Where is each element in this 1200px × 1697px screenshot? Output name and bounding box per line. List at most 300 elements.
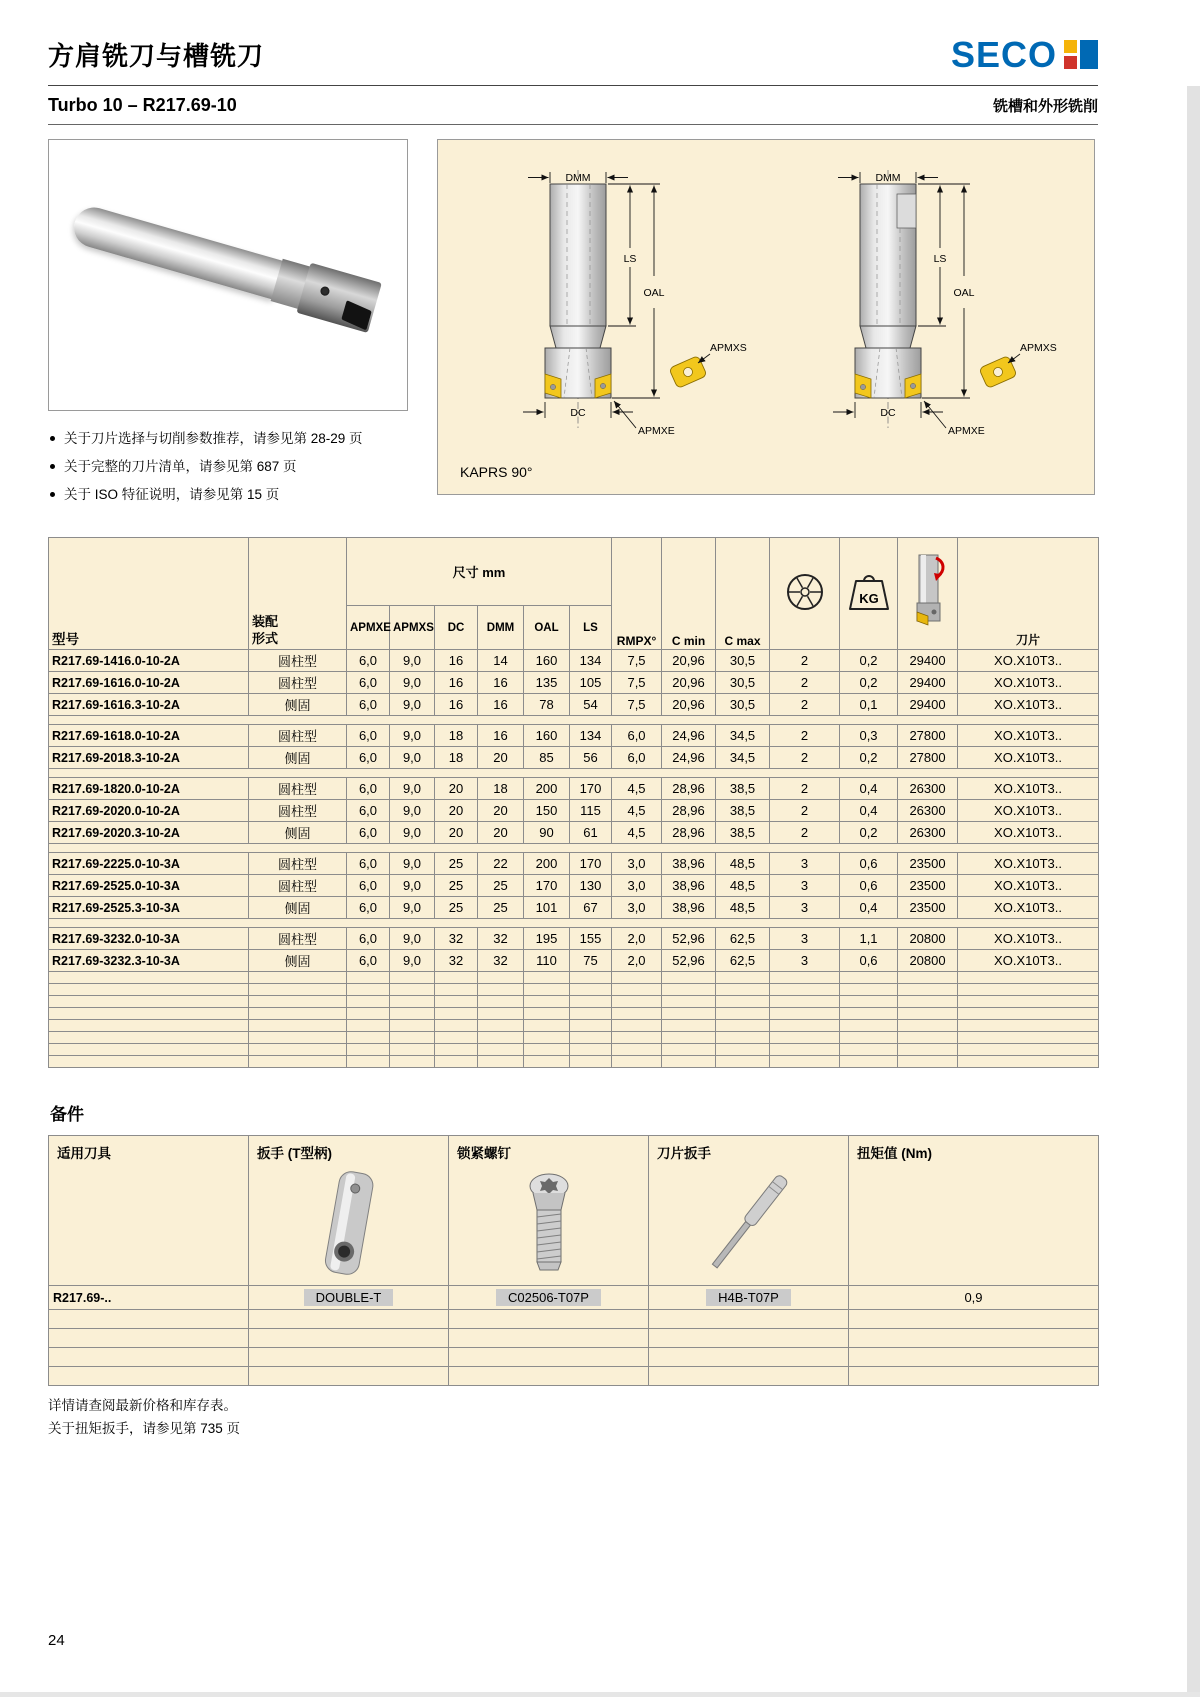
scan-edge-bottom — [0, 1692, 1200, 1697]
empty-cell — [524, 1008, 570, 1020]
value-cell: 75 — [570, 950, 612, 972]
value-cell: 34,5 — [716, 747, 770, 769]
empty-cell — [649, 1367, 849, 1386]
value-cell: 90 — [524, 822, 570, 844]
col-header-insert: 刀片 — [958, 538, 1099, 650]
value-cell: 110 — [524, 950, 570, 972]
value-cell: 2 — [770, 778, 840, 800]
empty-cell — [770, 1044, 840, 1056]
empty-cell — [840, 1032, 898, 1044]
note-text: 关于完整的刀片清单，请参见第 687 页 — [64, 459, 297, 474]
empty-cell — [612, 1056, 662, 1068]
value-cell: 170 — [570, 853, 612, 875]
value-cell: 32 — [478, 950, 524, 972]
value-cell: 0,6 — [840, 853, 898, 875]
cutter-photo-icon — [908, 552, 948, 632]
table-row — [49, 650, 1099, 672]
value-cell: 18 — [435, 725, 478, 747]
empty-cell — [524, 1032, 570, 1044]
empty-cell — [612, 972, 662, 984]
spares-col-wrench-label: 扳手 (T型柄) — [257, 1146, 332, 1161]
group-gap-row — [49, 844, 1099, 853]
empty-cell — [770, 984, 840, 996]
value-cell: 135 — [524, 672, 570, 694]
empty-cell — [898, 1056, 958, 1068]
empty-cell — [898, 1044, 958, 1056]
empty-row — [49, 1310, 1099, 1329]
value-cell: 27800 — [898, 747, 958, 769]
mount-cell: 圆柱型 — [249, 650, 347, 672]
empty-cell — [570, 996, 612, 1008]
empty-cell — [716, 1020, 770, 1032]
empty-cell — [958, 1032, 1099, 1044]
mount-cell: 侧固 — [249, 950, 347, 972]
value-cell: 29400 — [898, 694, 958, 716]
value-cell: 32 — [435, 950, 478, 972]
logo-square-red — [1064, 56, 1077, 69]
spares-col-key-label: 刀片扳手 — [657, 1146, 711, 1161]
empty-cell — [347, 1056, 390, 1068]
value-cell: 28,96 — [662, 800, 716, 822]
weldon-flat — [897, 194, 916, 228]
table-row — [49, 778, 1099, 800]
note-item — [50, 483, 408, 503]
group-gap-row — [49, 919, 1099, 928]
value-cell: 195 — [524, 928, 570, 950]
empty-cell — [449, 1367, 649, 1386]
empty-cell — [662, 984, 716, 996]
value-cell: 0,6 — [840, 875, 898, 897]
value-cell: 3,0 — [612, 897, 662, 919]
value-cell: 6,0 — [347, 822, 390, 844]
value-cell: 2 — [770, 822, 840, 844]
mount-header-line1: 装配 — [252, 613, 279, 629]
empty-cell — [898, 996, 958, 1008]
value-cell: 9,0 — [390, 822, 435, 844]
model-cell: R217.69-1616.0-10-2A — [49, 672, 249, 694]
table-row — [49, 897, 1099, 919]
mount-cell: 圆柱型 — [249, 778, 347, 800]
value-cell: 56 — [570, 747, 612, 769]
empty-cell — [524, 1020, 570, 1032]
mount-cell: 侧固 — [249, 822, 347, 844]
value-cell: 20 — [435, 822, 478, 844]
value-cell: 23500 — [898, 897, 958, 919]
empty-cell — [435, 996, 478, 1008]
group-gap-row — [49, 716, 1099, 725]
subheader — [48, 95, 1098, 125]
empty-cell — [49, 1020, 249, 1032]
gap-cell — [49, 769, 1099, 778]
col-header-apmxe: APMXE — [347, 606, 390, 650]
value-cell: 6,0 — [347, 747, 390, 769]
value-cell: 38,5 — [716, 800, 770, 822]
gap-cell — [49, 844, 1099, 853]
spares-col-tools-label: 适用刀具 — [57, 1146, 111, 1161]
value-cell: XO.X10T3.. — [958, 650, 1099, 672]
model-cell: R217.69-2525.0-10-3A — [49, 875, 249, 897]
apmxe-label: APMXE — [638, 425, 675, 437]
gap-cell — [49, 919, 1099, 928]
empty-cell — [524, 1056, 570, 1068]
model-cell: R217.69-3232.3-10-3A — [49, 950, 249, 972]
page-header — [48, 36, 1098, 86]
empty-cell — [249, 984, 347, 996]
empty-cell — [347, 984, 390, 996]
value-cell: 1,1 — [840, 928, 898, 950]
empty-cell — [898, 1032, 958, 1044]
empty-cell — [478, 984, 524, 996]
value-cell: 30,5 — [716, 672, 770, 694]
value-cell: XO.X10T3.. — [958, 672, 1099, 694]
empty-cell — [390, 1008, 435, 1020]
col-header-teeth — [770, 538, 840, 650]
empty-cell — [435, 1056, 478, 1068]
main-table-body — [49, 650, 1099, 1068]
empty-cell — [435, 1020, 478, 1032]
empty-cell — [612, 1032, 662, 1044]
ls-label: LS — [933, 253, 947, 265]
table-row — [49, 725, 1099, 747]
value-cell: 30,5 — [716, 650, 770, 672]
value-cell: 0,2 — [840, 747, 898, 769]
table-row — [49, 672, 1099, 694]
value-cell: 6,0 — [347, 853, 390, 875]
value-cell: 9,0 — [390, 778, 435, 800]
value-cell: 24,96 — [662, 747, 716, 769]
tool-image — [66, 194, 388, 339]
tool-diagram-cylindrical — [490, 170, 760, 470]
col-header-dmm: DMM — [478, 606, 524, 650]
spares-col-torque-label: 扭矩值 (Nm) — [857, 1146, 932, 1161]
empty-cell — [958, 984, 1099, 996]
value-cell: 6,0 — [347, 650, 390, 672]
empty-row — [49, 996, 1099, 1008]
empty-cell — [249, 1056, 347, 1068]
empty-cell — [770, 1008, 840, 1020]
empty-cell — [716, 1056, 770, 1068]
empty-cell — [662, 972, 716, 984]
value-cell: XO.X10T3.. — [958, 853, 1099, 875]
mount-header-line2: 形式 — [252, 631, 279, 647]
value-cell: 3,0 — [612, 875, 662, 897]
wrench-value: DOUBLE-T — [304, 1289, 394, 1306]
value-cell: 52,96 — [662, 950, 716, 972]
value-cell: 2 — [770, 672, 840, 694]
empty-cell — [478, 1020, 524, 1032]
empty-cell — [49, 1056, 249, 1068]
table-row — [49, 747, 1099, 769]
value-cell: 27800 — [898, 725, 958, 747]
value-cell: XO.X10T3.. — [958, 694, 1099, 716]
value-cell: 3 — [770, 897, 840, 919]
bullet-icon — [50, 436, 55, 441]
value-cell: 20 — [435, 800, 478, 822]
empty-cell — [716, 1032, 770, 1044]
value-cell: 6,0 — [347, 928, 390, 950]
empty-cell — [898, 984, 958, 996]
value-cell: 85 — [524, 747, 570, 769]
value-cell: 150 — [524, 800, 570, 822]
value-cell: XO.X10T3.. — [958, 747, 1099, 769]
dmm-label: DMM — [565, 172, 591, 184]
footer-note: 详情请查阅最新价格和库存表。 — [48, 1398, 237, 1413]
empty-cell — [840, 1056, 898, 1068]
kaprs-angle-label: KAPRS 90° — [460, 464, 533, 480]
value-cell: 7,5 — [612, 650, 662, 672]
empty-cell — [716, 1044, 770, 1056]
value-cell: 25 — [435, 897, 478, 919]
value-cell: 9,0 — [390, 950, 435, 972]
value-cell: 20800 — [898, 950, 958, 972]
empty-row — [49, 1348, 1099, 1367]
empty-row — [49, 984, 1099, 996]
value-cell: 28,96 — [662, 822, 716, 844]
empty-cell — [570, 984, 612, 996]
empty-cell — [435, 1044, 478, 1056]
page-title: 方肩铣刀与槽铣刀 — [48, 42, 265, 71]
table-row — [49, 875, 1099, 897]
empty-cell — [449, 1348, 649, 1367]
empty-cell — [770, 972, 840, 984]
value-cell: 170 — [570, 778, 612, 800]
value-cell: 16 — [435, 650, 478, 672]
empty-cell — [49, 1348, 249, 1367]
table-row — [49, 800, 1099, 822]
value-cell: 28,96 — [662, 778, 716, 800]
apmxs-label: APMXS — [710, 342, 747, 354]
empty-cell — [840, 996, 898, 1008]
col-header-rmpx: RMPX° — [612, 538, 662, 650]
value-cell: 29400 — [898, 650, 958, 672]
value-cell: 38,5 — [716, 822, 770, 844]
value-cell: 2 — [770, 747, 840, 769]
value-cell: 20 — [478, 800, 524, 822]
empty-cell — [49, 1367, 249, 1386]
empty-cell — [958, 1008, 1099, 1020]
col-header-mount — [249, 538, 347, 650]
value-cell: 20 — [435, 778, 478, 800]
empty-cell — [649, 1348, 849, 1367]
value-cell: 38,96 — [662, 853, 716, 875]
value-cell: 4,5 — [612, 800, 662, 822]
model-cell: R217.69-2018.3-10-2A — [49, 747, 249, 769]
value-cell: XO.X10T3.. — [958, 875, 1099, 897]
empty-cell — [249, 1310, 449, 1329]
empty-cell — [249, 1329, 449, 1348]
value-cell: 0,1 — [840, 694, 898, 716]
empty-cell — [840, 1008, 898, 1020]
empty-cell — [249, 1032, 347, 1044]
mount-cell: 圆柱型 — [249, 800, 347, 822]
value-cell: 29400 — [898, 672, 958, 694]
value-cell: XO.X10T3.. — [958, 822, 1099, 844]
model-cell: R217.69-1616.3-10-2A — [49, 694, 249, 716]
oal-label: OAL — [953, 287, 975, 299]
value-cell: 9,0 — [390, 800, 435, 822]
bullet-icon — [50, 464, 55, 469]
value-cell: 9,0 — [390, 725, 435, 747]
value-cell: 9,0 — [390, 897, 435, 919]
empty-cell — [478, 1008, 524, 1020]
spares-col-wrench — [249, 1136, 449, 1286]
empty-cell — [390, 996, 435, 1008]
scan-edge-right — [1187, 86, 1200, 1697]
value-cell: 115 — [570, 800, 612, 822]
mount-cell: 圆柱型 — [249, 875, 347, 897]
empty-cell — [524, 972, 570, 984]
empty-cell — [612, 996, 662, 1008]
value-cell: 18 — [478, 778, 524, 800]
empty-cell — [849, 1310, 1099, 1329]
seco-logo — [950, 34, 1098, 75]
empty-cell — [249, 996, 347, 1008]
empty-row — [49, 1044, 1099, 1056]
spares-col-screw — [449, 1136, 649, 1286]
empty-cell — [958, 996, 1099, 1008]
spares-header-row — [49, 1136, 1099, 1286]
value-cell: 61 — [570, 822, 612, 844]
value-cell: 20800 — [898, 928, 958, 950]
empty-row — [49, 1032, 1099, 1044]
value-cell: 62,5 — [716, 928, 770, 950]
model-cell: R217.69-2525.3-10-3A — [49, 897, 249, 919]
kg-weight-icon — [846, 572, 892, 612]
empty-cell — [347, 1032, 390, 1044]
empty-cell — [478, 1032, 524, 1044]
empty-cell — [662, 1044, 716, 1056]
col-header-oal: OAL — [524, 606, 570, 650]
empty-cell — [347, 996, 390, 1008]
value-cell: XO.X10T3.. — [958, 950, 1099, 972]
empty-cell — [390, 984, 435, 996]
empty-cell — [49, 972, 249, 984]
value-cell: 2,0 — [612, 928, 662, 950]
empty-cell — [612, 1044, 662, 1056]
group-gap-row — [49, 769, 1099, 778]
empty-cell — [770, 1020, 840, 1032]
empty-cell — [49, 1032, 249, 1044]
value-cell: 32 — [435, 928, 478, 950]
empty-cell — [716, 972, 770, 984]
value-cell: 18 — [435, 747, 478, 769]
empty-cell — [524, 996, 570, 1008]
value-cell: 30,5 — [716, 694, 770, 716]
value-cell: 22 — [478, 853, 524, 875]
value-cell: 9,0 — [390, 928, 435, 950]
empty-cell — [390, 1020, 435, 1032]
empty-cell — [849, 1348, 1099, 1367]
reference-notes — [50, 427, 408, 503]
empty-cell — [958, 972, 1099, 984]
empty-cell — [249, 1008, 347, 1020]
teeth-count-icon — [782, 569, 828, 615]
table-row — [49, 822, 1099, 844]
empty-cell — [649, 1310, 849, 1329]
col-header-cmax: C max — [716, 538, 770, 650]
dmm-label: DMM — [875, 172, 901, 184]
mount-cell: 侧固 — [249, 747, 347, 769]
empty-cell — [524, 984, 570, 996]
value-cell: 48,5 — [716, 875, 770, 897]
empty-cell — [716, 984, 770, 996]
value-cell: 20 — [478, 747, 524, 769]
value-cell: 0,4 — [840, 778, 898, 800]
spares-col-key — [649, 1136, 849, 1286]
value-cell: 2 — [770, 694, 840, 716]
value-cell: 6,0 — [347, 778, 390, 800]
value-cell: 25 — [478, 897, 524, 919]
tool-diagram-weldon — [800, 170, 1070, 470]
empty-cell — [435, 1032, 478, 1044]
value-cell: XO.X10T3.. — [958, 778, 1099, 800]
spares-table-body — [49, 1310, 1099, 1386]
spares-section-title: 备件 — [50, 1105, 84, 1124]
value-cell: XO.X10T3.. — [958, 800, 1099, 822]
note-item — [50, 427, 408, 447]
empty-cell — [249, 1020, 347, 1032]
value-cell: 160 — [524, 650, 570, 672]
empty-cell — [716, 996, 770, 1008]
value-cell: 20,96 — [662, 672, 716, 694]
model-cell: R217.69-2020.0-10-2A — [49, 800, 249, 822]
insert-key-image — [684, 1166, 814, 1280]
oal-label: OAL — [643, 287, 665, 299]
empty-cell — [662, 996, 716, 1008]
value-cell: 20,96 — [662, 650, 716, 672]
empty-cell — [347, 972, 390, 984]
value-cell: 54 — [570, 694, 612, 716]
spares-model-cell: R217.69-.. — [49, 1286, 249, 1310]
empty-cell — [840, 984, 898, 996]
spares-torque-cell: 0,9 — [849, 1286, 1099, 1310]
value-cell: 200 — [524, 853, 570, 875]
value-cell: 20 — [478, 822, 524, 844]
value-cell: 16 — [478, 672, 524, 694]
note-text: 关于 ISO 特征说明，请参见第 15 页 — [64, 487, 280, 502]
product-photo — [48, 139, 408, 411]
empty-cell — [958, 1044, 1099, 1056]
value-cell: 6,0 — [347, 950, 390, 972]
col-header-article — [898, 538, 958, 650]
value-cell: 2 — [770, 650, 840, 672]
t-wrench-image — [294, 1166, 404, 1282]
value-cell: 16 — [435, 672, 478, 694]
spares-col-tools — [49, 1136, 249, 1286]
empty-cell — [435, 972, 478, 984]
value-cell: 6,0 — [347, 897, 390, 919]
value-cell: 134 — [570, 725, 612, 747]
footer-notes — [48, 1395, 1098, 1441]
seco-logo-mark-icon — [1064, 40, 1098, 71]
empty-cell — [390, 1044, 435, 1056]
model-cell: R217.69-2225.0-10-3A — [49, 853, 249, 875]
model-cell: R217.69-1820.0-10-2A — [49, 778, 249, 800]
empty-cell — [770, 996, 840, 1008]
model-cell: R217.69-2020.3-10-2A — [49, 822, 249, 844]
spares-screw-cell — [449, 1286, 649, 1310]
value-cell: 160 — [524, 725, 570, 747]
value-cell: 6,0 — [347, 672, 390, 694]
value-cell: 25 — [435, 875, 478, 897]
value-cell: 6,0 — [612, 747, 662, 769]
col-group-dimensions: 尺寸 mm — [347, 538, 612, 606]
empty-cell — [570, 1032, 612, 1044]
empty-cell — [716, 1008, 770, 1020]
empty-cell — [49, 1008, 249, 1020]
screw-value: C02506-T07P — [496, 1289, 601, 1306]
empty-cell — [390, 1032, 435, 1044]
